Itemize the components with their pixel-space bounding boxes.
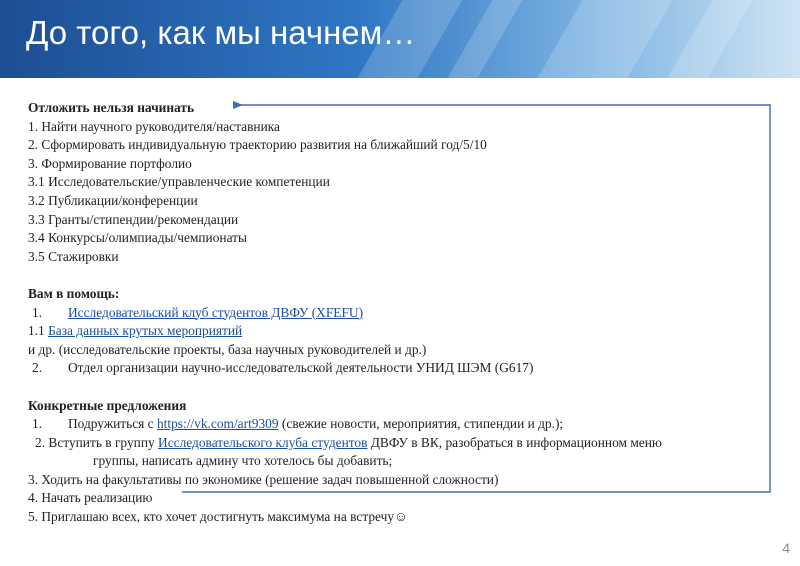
list-item: 3. Формирование портфолио bbox=[28, 155, 192, 171]
list-item bbox=[28, 434, 758, 471]
list-number: 1. bbox=[32, 416, 43, 432]
list-item-continuation: и др. (исследовательские проекты, база научных руководителей и др.) bbox=[28, 341, 427, 357]
list-item-text: (свежие новости, мероприятия, стипендии и др.); bbox=[278, 416, 564, 432]
list-item bbox=[28, 415, 758, 434]
list-number: 1. bbox=[32, 304, 43, 320]
list-item-continuation: группы, написать админу что хотелось бы добавить; bbox=[93, 453, 393, 469]
list-number: 1.1 bbox=[28, 323, 49, 339]
page-number: 4 bbox=[782, 540, 790, 556]
events-database-link[interactable]: База данных крутых мероприятий bbox=[48, 323, 243, 339]
spacer bbox=[28, 266, 758, 285]
spacer bbox=[28, 378, 758, 397]
block3-heading: Конкретные предложения bbox=[28, 397, 187, 413]
list-item-text: 2. Вступить в группу bbox=[35, 434, 159, 450]
research-club-vk-link[interactable]: Исследовательского клуба студентов bbox=[158, 434, 368, 450]
xfefu-club-link[interactable]: Исследовательский клуб студентов ДВФУ (XFEFU) bbox=[68, 304, 364, 320]
block2-heading: Вам в помощь: bbox=[28, 285, 120, 301]
list-item bbox=[28, 322, 758, 341]
list-item-text: Подружиться с bbox=[68, 416, 157, 432]
block1-heading: Отложить нельзя начинать bbox=[28, 100, 195, 115]
list-item: 1. Найти научного руководителя/наставника bbox=[28, 118, 280, 134]
list-item: 3.3 Гранты/стипендии/рекомендации bbox=[28, 211, 239, 227]
list-item-text: Отдел организации научно-исследовательской деятельности УНИД ШЭМ (G617) bbox=[68, 360, 534, 376]
list-item: 3.5 Стажировки bbox=[28, 248, 119, 264]
list-number: 2. bbox=[32, 360, 43, 376]
slide-title: До того, как мы начнем… bbox=[26, 14, 416, 51]
list-item: 2. Сформировать индивидуальную траекторию развития на ближайший год/5/10 bbox=[28, 137, 487, 153]
vk-link[interactable]: https://vk.com/art9309 bbox=[156, 416, 279, 432]
slide-content bbox=[28, 99, 758, 527]
list-item: 3.4 Конкурсы/олимпиады/чемпионаты bbox=[28, 230, 248, 246]
list-item: 3.2 Публикации/конференции bbox=[28, 192, 198, 208]
list-item: 3. Ходить на факультативы по экономике (решение задач повышенной сложности) bbox=[28, 471, 499, 487]
list-item-text: ДВФУ в ВК, разобраться в информационном меню bbox=[367, 434, 662, 450]
list-item: 3.1 Исследовательские/управленческие компетенции bbox=[28, 174, 330, 190]
list-item bbox=[28, 359, 758, 378]
list-item: 4. Начать реализацию bbox=[28, 490, 153, 506]
list-item: 5. Приглашаю всех, кто хочет достигнуть максимума на встречу☺ bbox=[28, 509, 408, 525]
list-item bbox=[28, 304, 758, 323]
